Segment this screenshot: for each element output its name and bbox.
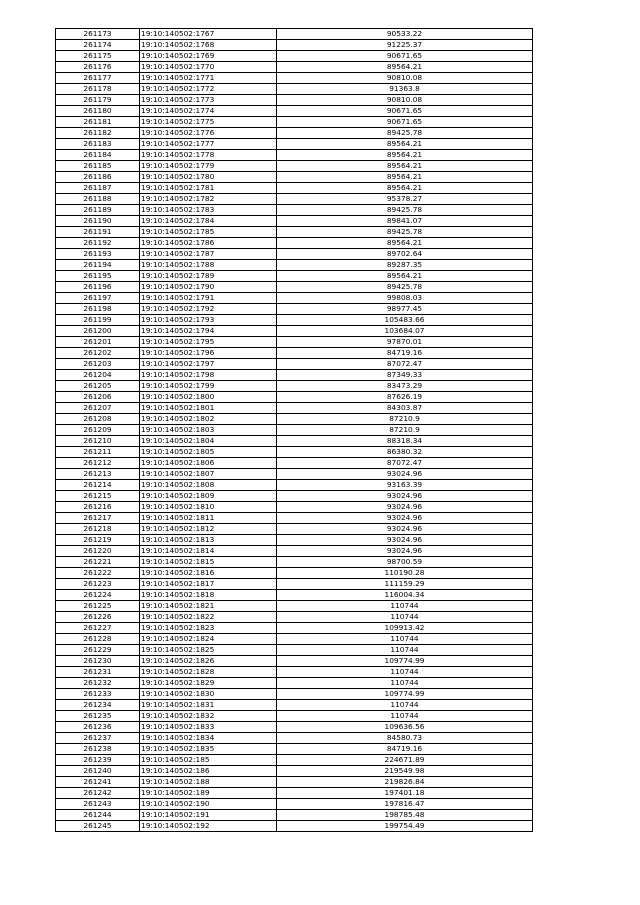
record-id-cell: 261218 (56, 524, 140, 535)
cadastral-number-cell: 19:10:140502:1775 (140, 117, 277, 128)
record-id-cell: 261186 (56, 172, 140, 183)
value-cell: 89425.78 (277, 205, 533, 216)
cadastral-number-cell: 19:10:140502:1793 (140, 315, 277, 326)
value-cell: 89564.21 (277, 62, 533, 73)
value-cell: 110744 (277, 667, 533, 678)
cadastral-number-cell: 19:10:140502:1811 (140, 513, 277, 524)
value-cell: 91225.37 (277, 40, 533, 51)
record-id-cell: 261189 (56, 205, 140, 216)
value-cell: 90671.65 (277, 51, 533, 62)
cadastral-number-cell: 19:10:140502:186 (140, 766, 277, 777)
value-cell: 89564.21 (277, 238, 533, 249)
value-cell: 87349.33 (277, 370, 533, 381)
record-id-cell: 261223 (56, 579, 140, 590)
value-cell: 87210.9 (277, 414, 533, 425)
record-id-cell: 261177 (56, 73, 140, 84)
cadastral-number-cell: 19:10:140502:1769 (140, 51, 277, 62)
value-cell: 89425.78 (277, 282, 533, 293)
table-row (56, 348, 533, 359)
table-row (56, 238, 533, 249)
record-id-cell: 261205 (56, 381, 140, 392)
table-row (56, 293, 533, 304)
value-cell: 110744 (277, 700, 533, 711)
cadastral-number-cell: 19:10:140502:1829 (140, 678, 277, 689)
cadastral-number-cell: 19:10:140502:1791 (140, 293, 277, 304)
record-id-cell: 261174 (56, 40, 140, 51)
cadastral-number-cell: 19:10:140502:1770 (140, 62, 277, 73)
cadastral-number-cell: 19:10:140502:1789 (140, 271, 277, 282)
record-id-cell: 261216 (56, 502, 140, 513)
value-cell: 99808.03 (277, 293, 533, 304)
value-cell: 110744 (277, 601, 533, 612)
record-id-cell: 261195 (56, 271, 140, 282)
value-cell: 93024.96 (277, 491, 533, 502)
value-cell: 110744 (277, 645, 533, 656)
table-row (56, 645, 533, 656)
cadastral-number-cell: 19:10:140502:1773 (140, 95, 277, 106)
cadastral-number-cell: 19:10:140502:1779 (140, 161, 277, 172)
cadastral-number-cell: 19:10:140502:1817 (140, 579, 277, 590)
record-id-cell: 261236 (56, 722, 140, 733)
value-cell: 93024.96 (277, 502, 533, 513)
table-row (56, 502, 533, 513)
value-cell: 90671.65 (277, 106, 533, 117)
cadastral-number-cell: 19:10:140502:1777 (140, 139, 277, 150)
cadastral-number-cell: 19:10:140502:1824 (140, 634, 277, 645)
table-row (56, 678, 533, 689)
record-id-cell: 261185 (56, 161, 140, 172)
table-row (56, 282, 533, 293)
table-row (56, 667, 533, 678)
record-id-cell: 261182 (56, 128, 140, 139)
table-row (56, 590, 533, 601)
value-cell: 199754.49 (277, 821, 533, 832)
table-row (56, 777, 533, 788)
record-id-cell: 261222 (56, 568, 140, 579)
record-id-cell: 261229 (56, 645, 140, 656)
value-cell: 110744 (277, 678, 533, 689)
cadastral-number-cell: 19:10:140502:1826 (140, 656, 277, 667)
cadastral-number-cell: 19:10:140502:1833 (140, 722, 277, 733)
table-row (56, 744, 533, 755)
table-row (56, 821, 533, 832)
cadastral-number-cell: 19:10:140502:1796 (140, 348, 277, 359)
table-row (56, 205, 533, 216)
record-id-cell: 261175 (56, 51, 140, 62)
cadastral-number-cell: 19:10:140502:1800 (140, 392, 277, 403)
table-row (56, 128, 533, 139)
cadastral-number-cell: 19:10:140502:1803 (140, 425, 277, 436)
record-id-cell: 261210 (56, 436, 140, 447)
value-cell: 89425.78 (277, 128, 533, 139)
value-cell: 97870.01 (277, 337, 533, 348)
table-row (56, 656, 533, 667)
record-id-cell: 261240 (56, 766, 140, 777)
record-id-cell: 261204 (56, 370, 140, 381)
record-id-cell: 261230 (56, 656, 140, 667)
record-id-cell: 261194 (56, 260, 140, 271)
cadastral-number-cell: 19:10:140502:1806 (140, 458, 277, 469)
cadastral-number-cell: 19:10:140502:1823 (140, 623, 277, 634)
table-row (56, 216, 533, 227)
value-cell: 111159.29 (277, 579, 533, 590)
value-cell: 84719.16 (277, 744, 533, 755)
table-row (56, 183, 533, 194)
value-cell: 90671.65 (277, 117, 533, 128)
value-cell: 103684.07 (277, 326, 533, 337)
cadastral-number-cell: 19:10:140502:1776 (140, 128, 277, 139)
table-row (56, 260, 533, 271)
record-id-cell: 261219 (56, 535, 140, 546)
value-cell: 93024.96 (277, 469, 533, 480)
record-id-cell: 261231 (56, 667, 140, 678)
value-cell: 93024.96 (277, 535, 533, 546)
value-cell: 90810.08 (277, 95, 533, 106)
cadastral-number-cell: 19:10:140502:1822 (140, 612, 277, 623)
record-id-cell: 261239 (56, 755, 140, 766)
value-cell: 87210.9 (277, 425, 533, 436)
table-row (56, 799, 533, 810)
record-id-cell: 261227 (56, 623, 140, 634)
table-row (56, 469, 533, 480)
table-row (56, 535, 533, 546)
value-cell: 87072.47 (277, 359, 533, 370)
table-row (56, 513, 533, 524)
cadastral-number-cell: 19:10:140502:1813 (140, 535, 277, 546)
data-table (55, 28, 533, 832)
table-row (56, 227, 533, 238)
record-id-cell: 261190 (56, 216, 140, 227)
cadastral-number-cell: 19:10:140502:1807 (140, 469, 277, 480)
table-row (56, 711, 533, 722)
cadastral-number-cell: 19:10:140502:192 (140, 821, 277, 832)
value-cell: 88318.34 (277, 436, 533, 447)
value-cell: 219549.98 (277, 766, 533, 777)
cadastral-number-cell: 19:10:140502:1774 (140, 106, 277, 117)
table-row (56, 304, 533, 315)
table-row (56, 403, 533, 414)
value-cell: 90533.22 (277, 29, 533, 40)
table-row (56, 51, 533, 62)
record-id-cell: 261196 (56, 282, 140, 293)
value-cell: 95378.27 (277, 194, 533, 205)
cadastral-number-cell: 19:10:140502:1782 (140, 194, 277, 205)
record-id-cell: 261199 (56, 315, 140, 326)
record-id-cell: 261209 (56, 425, 140, 436)
cadastral-number-cell: 19:10:140502:1815 (140, 557, 277, 568)
value-cell: 197816.47 (277, 799, 533, 810)
table-row (56, 458, 533, 469)
record-id-cell: 261217 (56, 513, 140, 524)
table-row (56, 447, 533, 458)
value-cell: 109774.99 (277, 689, 533, 700)
cadastral-number-cell: 19:10:140502:1832 (140, 711, 277, 722)
record-id-cell: 261197 (56, 293, 140, 304)
cadastral-number-cell: 19:10:140502:191 (140, 810, 277, 821)
table-row (56, 40, 533, 51)
cadastral-number-cell: 19:10:140502:1801 (140, 403, 277, 414)
cadastral-number-cell: 19:10:140502:1830 (140, 689, 277, 700)
value-cell: 109636.56 (277, 722, 533, 733)
value-cell: 93024.96 (277, 524, 533, 535)
value-cell: 110744 (277, 711, 533, 722)
cadastral-number-cell: 19:10:140502:185 (140, 755, 277, 766)
value-cell: 89564.21 (277, 139, 533, 150)
cadastral-number-cell: 19:10:140502:1767 (140, 29, 277, 40)
value-cell: 93024.96 (277, 546, 533, 557)
cadastral-number-cell: 19:10:140502:188 (140, 777, 277, 788)
table-row (56, 73, 533, 84)
cadastral-number-cell: 19:10:140502:1808 (140, 480, 277, 491)
record-id-cell: 261226 (56, 612, 140, 623)
cadastral-number-cell: 19:10:140502:1771 (140, 73, 277, 84)
table-row (56, 194, 533, 205)
table-row (56, 491, 533, 502)
record-id-cell: 261224 (56, 590, 140, 601)
record-id-cell: 261212 (56, 458, 140, 469)
record-id-cell: 261178 (56, 84, 140, 95)
record-id-cell: 261200 (56, 326, 140, 337)
record-id-cell: 261238 (56, 744, 140, 755)
record-id-cell: 261208 (56, 414, 140, 425)
cadastral-number-cell: 19:10:140502:1778 (140, 150, 277, 161)
cadastral-number-cell: 19:10:140502:1784 (140, 216, 277, 227)
table-row (56, 634, 533, 645)
cadastral-number-cell: 19:10:140502:1814 (140, 546, 277, 557)
record-id-cell: 261242 (56, 788, 140, 799)
record-id-cell: 261221 (56, 557, 140, 568)
table-row (56, 414, 533, 425)
value-cell: 89841.07 (277, 216, 533, 227)
table-row (56, 249, 533, 260)
cadastral-number-cell: 19:10:140502:1787 (140, 249, 277, 260)
cadastral-number-cell: 19:10:140502:1805 (140, 447, 277, 458)
value-cell: 110744 (277, 634, 533, 645)
value-cell: 87626.19 (277, 392, 533, 403)
record-id-cell: 261225 (56, 601, 140, 612)
record-id-cell: 261179 (56, 95, 140, 106)
cadastral-number-cell: 19:10:140502:1809 (140, 491, 277, 502)
record-id-cell: 261203 (56, 359, 140, 370)
cadastral-number-cell: 19:10:140502:1818 (140, 590, 277, 601)
record-id-cell: 261206 (56, 392, 140, 403)
cadastral-number-cell: 19:10:140502:1816 (140, 568, 277, 579)
table-row (56, 623, 533, 634)
cadastral-number-cell: 19:10:140502:1795 (140, 337, 277, 348)
record-id-cell: 261180 (56, 106, 140, 117)
table-row (56, 161, 533, 172)
cadastral-number-cell: 19:10:140502:1785 (140, 227, 277, 238)
cadastral-number-cell: 19:10:140502:1802 (140, 414, 277, 425)
value-cell: 93024.96 (277, 513, 533, 524)
table-body (56, 29, 533, 832)
cadastral-number-cell: 19:10:140502:1781 (140, 183, 277, 194)
cadastral-number-cell: 19:10:140502:1834 (140, 733, 277, 744)
table-row (56, 733, 533, 744)
record-id-cell: 261220 (56, 546, 140, 557)
cadastral-number-cell: 19:10:140502:1825 (140, 645, 277, 656)
table-row (56, 425, 533, 436)
table-row (56, 755, 533, 766)
table-row (56, 568, 533, 579)
cadastral-number-cell: 19:10:140502:1786 (140, 238, 277, 249)
value-cell: 89564.21 (277, 172, 533, 183)
value-cell: 89287.35 (277, 260, 533, 271)
table-row (56, 766, 533, 777)
table-row (56, 117, 533, 128)
value-cell: 224671.89 (277, 755, 533, 766)
value-cell: 105483.66 (277, 315, 533, 326)
record-id-cell: 261233 (56, 689, 140, 700)
cadastral-number-cell: 19:10:140502:1798 (140, 370, 277, 381)
record-id-cell: 261241 (56, 777, 140, 788)
record-id-cell: 261201 (56, 337, 140, 348)
record-id-cell: 261191 (56, 227, 140, 238)
record-id-cell: 261244 (56, 810, 140, 821)
value-cell: 93163.39 (277, 480, 533, 491)
record-id-cell: 261215 (56, 491, 140, 502)
cadastral-number-cell: 19:10:140502:1812 (140, 524, 277, 535)
table-row (56, 62, 533, 73)
value-cell: 83473.29 (277, 381, 533, 392)
cadastral-number-cell: 19:10:140502:1821 (140, 601, 277, 612)
value-cell: 109774.99 (277, 656, 533, 667)
record-id-cell: 261228 (56, 634, 140, 645)
record-id-cell: 261234 (56, 700, 140, 711)
value-cell: 89564.21 (277, 271, 533, 282)
value-cell: 91363.8 (277, 84, 533, 95)
value-cell: 109913.42 (277, 623, 533, 634)
cadastral-number-cell: 19:10:140502:1790 (140, 282, 277, 293)
value-cell: 84719.16 (277, 348, 533, 359)
cadastral-number-cell: 19:10:140502:1780 (140, 172, 277, 183)
table-row (56, 106, 533, 117)
table-row (56, 29, 533, 40)
value-cell: 84303.87 (277, 403, 533, 414)
table-row (56, 271, 533, 282)
value-cell: 89564.21 (277, 150, 533, 161)
value-cell: 86380.32 (277, 447, 533, 458)
table-row (56, 788, 533, 799)
record-id-cell: 261211 (56, 447, 140, 458)
value-cell: 89564.21 (277, 161, 533, 172)
cadastral-number-cell: 19:10:140502:1799 (140, 381, 277, 392)
record-id-cell: 261237 (56, 733, 140, 744)
table-row (56, 315, 533, 326)
record-id-cell: 261245 (56, 821, 140, 832)
record-id-cell: 261213 (56, 469, 140, 480)
cadastral-number-cell: 19:10:140502:189 (140, 788, 277, 799)
cadastral-number-cell: 19:10:140502:1828 (140, 667, 277, 678)
cadastral-number-cell: 19:10:140502:1783 (140, 205, 277, 216)
table-row (56, 612, 533, 623)
value-cell: 98700.59 (277, 557, 533, 568)
table-row (56, 579, 533, 590)
value-cell: 198785.48 (277, 810, 533, 821)
table-row (56, 480, 533, 491)
table-row (56, 139, 533, 150)
table-row (56, 689, 533, 700)
cadastral-number-cell: 19:10:140502:1768 (140, 40, 277, 51)
cadastral-number-cell: 19:10:140502:1810 (140, 502, 277, 513)
record-id-cell: 261202 (56, 348, 140, 359)
cadastral-number-cell: 19:10:140502:1788 (140, 260, 277, 271)
table-row (56, 700, 533, 711)
record-id-cell: 261188 (56, 194, 140, 205)
value-cell: 89564.21 (277, 183, 533, 194)
cadastral-number-cell: 19:10:140502:1804 (140, 436, 277, 447)
record-id-cell: 261243 (56, 799, 140, 810)
table-row (56, 95, 533, 106)
table-row (56, 392, 533, 403)
cadastral-number-cell: 19:10:140502:190 (140, 799, 277, 810)
table-row (56, 546, 533, 557)
value-cell: 110190.28 (277, 568, 533, 579)
table-row (56, 359, 533, 370)
table-row (56, 557, 533, 568)
value-cell: 87072.47 (277, 458, 533, 469)
value-cell: 98977.45 (277, 304, 533, 315)
table-row (56, 337, 533, 348)
record-id-cell: 261207 (56, 403, 140, 414)
value-cell: 116004.34 (277, 590, 533, 601)
record-id-cell: 261173 (56, 29, 140, 40)
value-cell: 89702.64 (277, 249, 533, 260)
record-id-cell: 261187 (56, 183, 140, 194)
value-cell: 219826.84 (277, 777, 533, 788)
record-id-cell: 261183 (56, 139, 140, 150)
cadastral-number-cell: 19:10:140502:1772 (140, 84, 277, 95)
value-cell: 89425.78 (277, 227, 533, 238)
table-row (56, 326, 533, 337)
cadastral-number-cell: 19:10:140502:1794 (140, 326, 277, 337)
value-cell: 110744 (277, 612, 533, 623)
table-row (56, 436, 533, 447)
cadastral-number-cell: 19:10:140502:1831 (140, 700, 277, 711)
table-row (56, 524, 533, 535)
cadastral-number-cell: 19:10:140502:1835 (140, 744, 277, 755)
table-row (56, 84, 533, 95)
table-row (56, 370, 533, 381)
record-id-cell: 261198 (56, 304, 140, 315)
cadastral-number-cell: 19:10:140502:1797 (140, 359, 277, 370)
value-cell: 197401.18 (277, 788, 533, 799)
record-id-cell: 261214 (56, 480, 140, 491)
record-id-cell: 261184 (56, 150, 140, 161)
record-id-cell: 261193 (56, 249, 140, 260)
record-id-cell: 261235 (56, 711, 140, 722)
table-row (56, 381, 533, 392)
table-row (56, 150, 533, 161)
record-id-cell: 261176 (56, 62, 140, 73)
table-row (56, 172, 533, 183)
table-row (56, 810, 533, 821)
value-cell: 90810.08 (277, 73, 533, 84)
cadastral-number-cell: 19:10:140502:1792 (140, 304, 277, 315)
table-row (56, 722, 533, 733)
record-id-cell: 261232 (56, 678, 140, 689)
record-id-cell: 261181 (56, 117, 140, 128)
record-id-cell: 261192 (56, 238, 140, 249)
value-cell: 84580.73 (277, 733, 533, 744)
table-row (56, 601, 533, 612)
